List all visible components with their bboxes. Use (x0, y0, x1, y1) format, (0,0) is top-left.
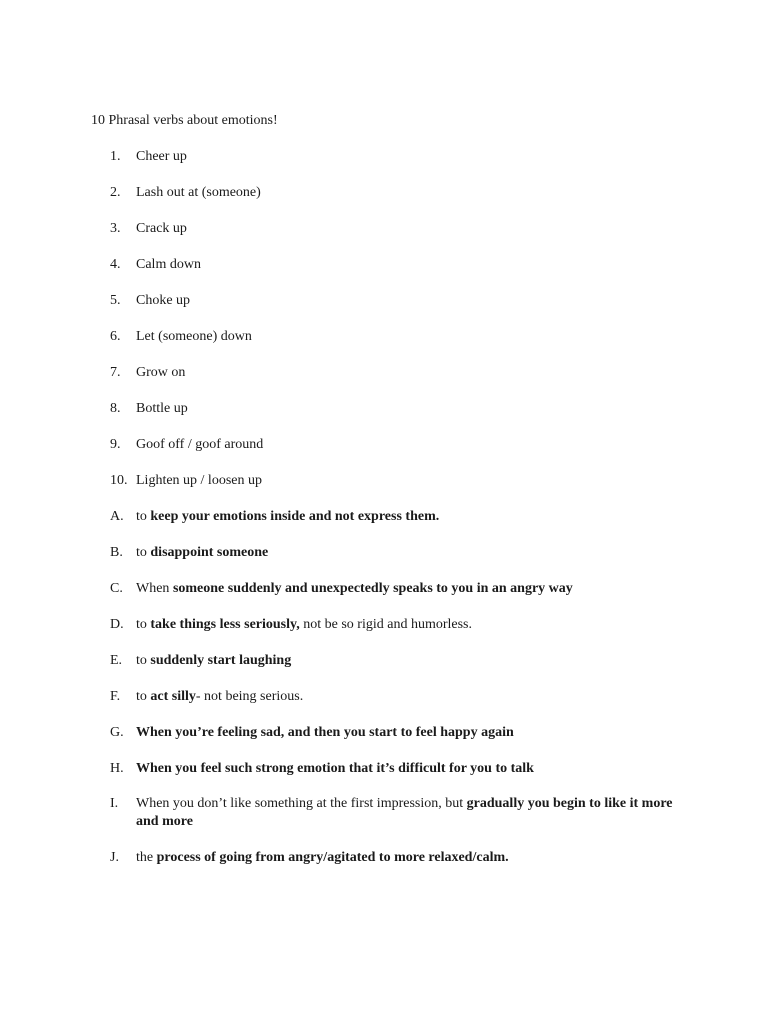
list-number: 8. (110, 401, 121, 416)
list-letter: F. (110, 689, 121, 704)
definition-emphasis: act silly (150, 689, 196, 704)
list-letter: H. (110, 761, 124, 776)
verb-text: Calm down (136, 257, 201, 272)
verb-text: Lash out at (someone) (136, 185, 261, 200)
definition-text (136, 544, 688, 562)
list-number: 2. (110, 185, 121, 200)
definition-prefix: to (136, 617, 151, 632)
verb-text: Lighten up / loosen up (136, 473, 262, 488)
verb-text: Goof off / goof around (136, 437, 264, 452)
definition-emphasis: When you feel such strong emotion that it’s difficult for you to talk (136, 761, 534, 776)
definition-prefix: When (136, 581, 173, 596)
definition-text (136, 508, 688, 526)
list-letter: D. (110, 617, 124, 632)
list-number: 7. (110, 365, 121, 380)
definition-text (136, 652, 688, 670)
definition-suffix: - not being serious. (195, 689, 304, 704)
definition-prefix: to (136, 653, 151, 668)
definition-suffix: not be so rigid and humorless. (299, 617, 473, 632)
list-letter: B. (110, 545, 123, 560)
definition-emphasis: keep your emotions inside and not express them. (150, 509, 440, 524)
definition-emphasis: gradually you begin to like it more and more (136, 796, 673, 829)
page-title: 10 Phrasal verbs about emotions! (91, 113, 278, 128)
definition-emphasis: process of going from angry/agitated to more relaxed/calm. (156, 850, 509, 865)
definition-prefix: When you don’t like something at the first impression, but (136, 796, 467, 811)
definition-text (136, 795, 688, 831)
verb-text: Grow on (136, 365, 186, 380)
definition-emphasis: disappoint someone (150, 545, 269, 560)
verb-text: Cheer up (136, 149, 187, 164)
list-number: 5. (110, 293, 121, 308)
definition-emphasis: When you’re feeling sad, and then you start to feel happy again (136, 725, 514, 740)
list-letter: J. (110, 850, 119, 865)
verb-text: Let (someone) down (136, 329, 252, 344)
definition-emphasis: suddenly start laughing (150, 653, 292, 668)
list-number: 1. (110, 149, 121, 164)
definition-prefix: the (136, 850, 157, 865)
definition-text (136, 724, 688, 742)
definition-text (136, 849, 688, 867)
definition-text (136, 760, 688, 778)
definition-text (136, 580, 688, 598)
list-number: 9. (110, 437, 121, 452)
definition-text (136, 616, 688, 634)
list-letter: E. (110, 653, 123, 668)
list-letter: G. (110, 725, 124, 740)
verb-text: Choke up (136, 293, 191, 308)
definition-prefix: to (136, 689, 151, 704)
list-number: 3. (110, 221, 121, 236)
verb-text: Bottle up (136, 401, 188, 416)
list-number: 10. (110, 473, 128, 488)
definition-prefix: to (136, 545, 151, 560)
definition-text (136, 688, 688, 706)
definition-emphasis: take things less seriously, (150, 617, 300, 632)
list-letter: A. (110, 509, 124, 524)
list-letter: C. (110, 581, 123, 596)
definition-emphasis: someone suddenly and unexpectedly speaks to you in an angry way (172, 581, 573, 596)
list-number: 6. (110, 329, 121, 344)
verb-text: Crack up (136, 221, 187, 236)
list-number: 4. (110, 257, 121, 272)
list-letter: I. (110, 796, 119, 811)
definition-prefix: to (136, 509, 151, 524)
